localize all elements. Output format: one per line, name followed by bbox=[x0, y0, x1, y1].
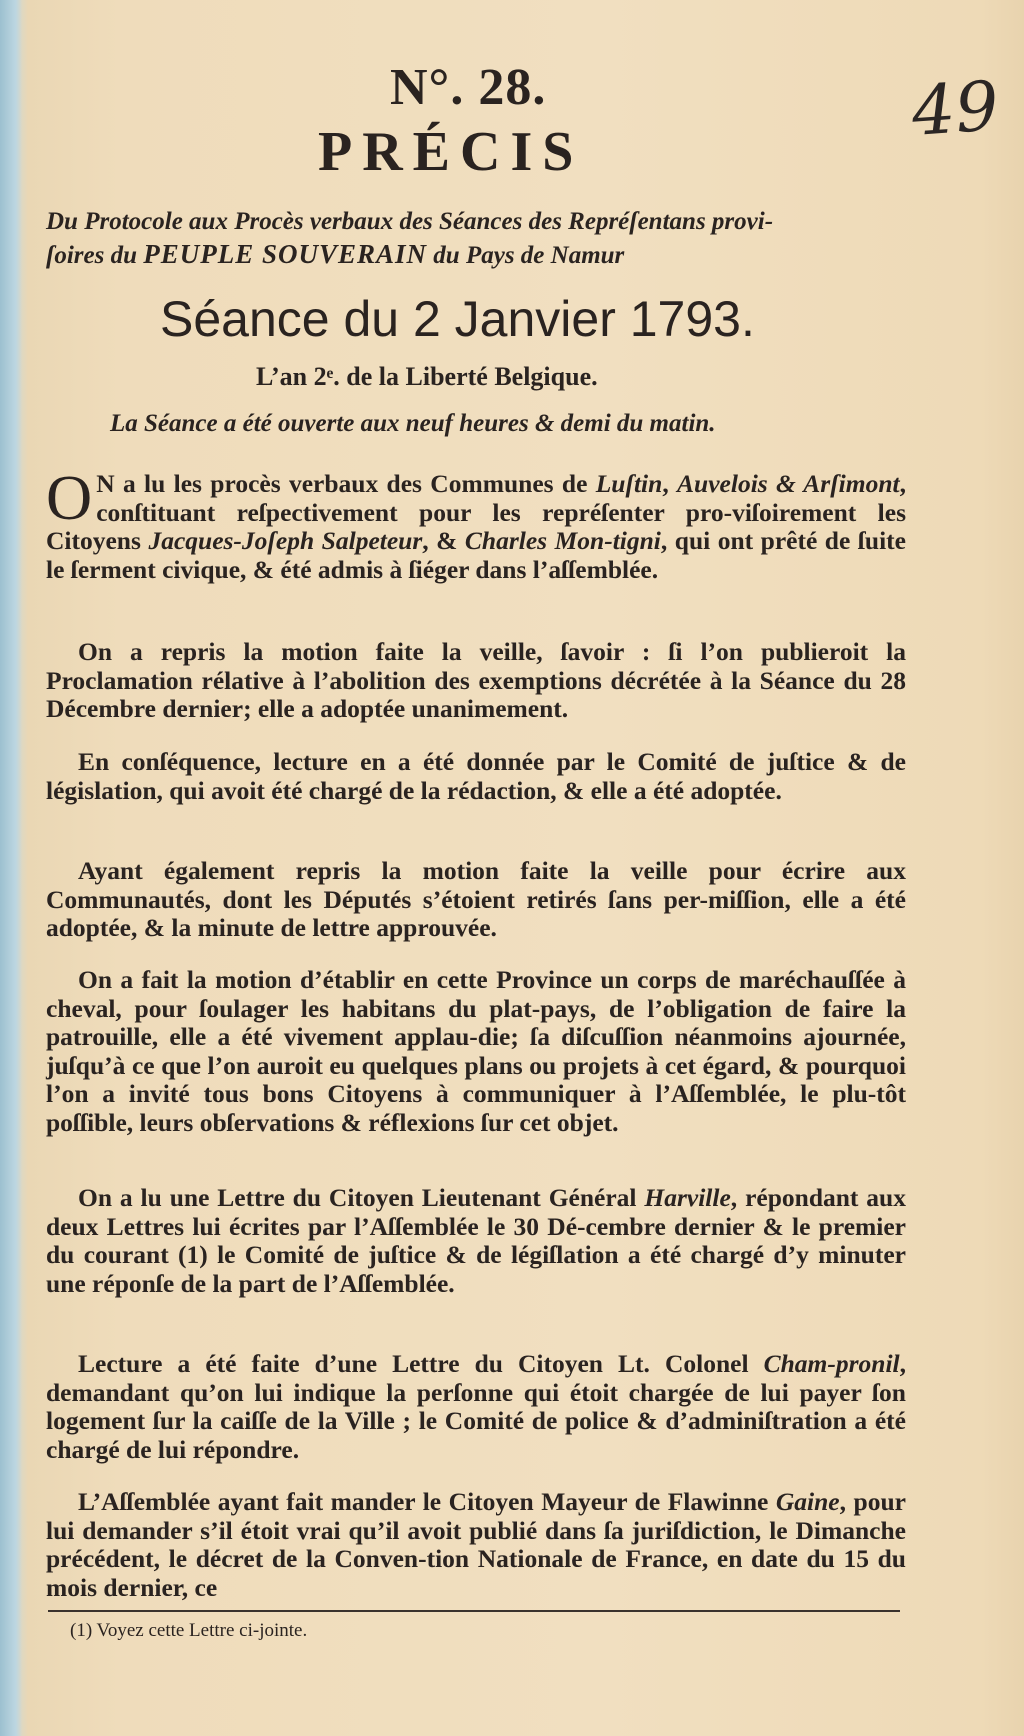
subtitle-caps: PEUPLE SOUVERAIN bbox=[143, 239, 428, 269]
p8-text-a: L’Aſſemblée ayant fait mander le Citoyen Mayeur de Flawinne bbox=[78, 1487, 776, 1516]
p1-auvelois: Auvelois & Arſimont bbox=[677, 469, 900, 498]
p1-text-a: N a lu les procès verbaux des Communes de bbox=[96, 469, 596, 498]
folio-handwritten: 49 bbox=[909, 67, 1002, 152]
drop-cap: O bbox=[46, 462, 93, 533]
document-subtitle bbox=[46, 206, 906, 272]
p1-jacques: Jacques-Joſeph Salpeteur bbox=[148, 526, 423, 556]
footnote: (1) Voyez cette Lettre ci-jointe. bbox=[70, 1620, 308, 1641]
session-opening: La Séance a été ouverte aux neuf heures & demi du matin. bbox=[110, 410, 716, 437]
p8-text-b: , pour lui demander s’il étoit vrai qu’il avoit publié dans ſa juriſdiction, le Dimanche précédent, le décret de la Conven-tion Nationale de France, en date du 15 du mois dernier, ce bbox=[46, 1487, 906, 1602]
p1-text-d: , & bbox=[422, 526, 465, 556]
footnote-rule bbox=[48, 1610, 900, 1612]
session-date: Séance du 2 Janvier 1793. bbox=[160, 291, 755, 347]
paragraph-6 bbox=[46, 1184, 906, 1298]
p8-name: Gaine bbox=[775, 1487, 840, 1516]
paragraph-2: On a repris la motion faite la veille, ſavoir : ſi l’on publieroit la Proclamation rélative à l’abolition des exemptions décrétée à la Séance du 28 Décembre dernier; elle a adoptée unanimement. bbox=[46, 637, 906, 724]
p7-text-a: Lecture a été faite d’une Lettre du Citoyen Lt. Colonel bbox=[78, 1349, 764, 1378]
paragraph-3: En conſéquence, lecture en a été donnée par le Comité de juſtice & de législation, qui avoit été chargé de la rédaction, & elle a été adoptée. bbox=[46, 747, 906, 805]
paragraph-8 bbox=[46, 1488, 906, 1602]
binding-edge bbox=[0, 0, 22, 1736]
subtitle-line-2a: ſoires du bbox=[46, 242, 144, 269]
paragraph-1 bbox=[46, 462, 906, 584]
document-heading: PRÉCIS bbox=[318, 121, 584, 183]
subtitle-line-2b: du Pays de Namur bbox=[427, 242, 625, 269]
p6-name: Harville bbox=[644, 1183, 731, 1212]
p1-charles: Charles Mon-tigni bbox=[464, 526, 661, 556]
p6-text-a: On a lu une Lettre du Citoyen Lieutenant Général bbox=[78, 1183, 645, 1212]
document-number: N°. 28. bbox=[390, 59, 547, 116]
liberty-year: L’an 2ᵉ. de la Liberté Belgique. bbox=[256, 362, 598, 391]
p7-text-b: , demandant qu’on lui indique la perſonne qui étoit chargée de lui payer ſon logement ſur la caiſſe de la Ville ; le Comité de police & d’adminiſtration a été chargé de lui répondre. bbox=[46, 1349, 906, 1464]
p1-text-e: , qui ont prêté de ſuite le ſerment civique, & été admis à ſiéger dans l’aſſemblée. bbox=[46, 526, 906, 584]
p1-text-b: , bbox=[662, 469, 678, 498]
paragraph-4: Ayant également repris la motion faite la veille pour écrire aux Communautés, dont les Députés s’étoient retirés ſans per-miſſion, elle a été adoptée, & la minute de lettre approuvée. bbox=[46, 856, 906, 943]
p1-luftin: Luſtin bbox=[595, 469, 663, 498]
paragraph-5: On a fait la motion d’établir en cette Province un corps de maréchauſſée à cheval, pour ſoulager les habitans du plat-pays, de l’obligation de faire la patrouille, elle a été vivement applau-die; ſa diſcuſſion néanmoins ajournée, juſqu’à ce que l’on auroit eu quelques plans ou projets à cet égard, & pourquoi l’on a invité tous bons Citoyens à communiquer à l’Aſſemblée, le plu-tôt poſſible, leurs obſervations & réflexions ſur cet objet. bbox=[46, 965, 906, 1137]
p1-text-c: , conſtituant reſpectivement pour les repréſenter pro-viſoirement les Citoyens bbox=[46, 469, 906, 556]
subtitle-line-1: Du Protocole aux Procès verbaux des Séances des Repréſentans provi- bbox=[46, 208, 774, 235]
p6-text-b: , répondant aux deux Lettres lui écrites par l’Aſſemblée le 30 Dé-cembre dernier & le premier du courant (1) le Comité de juſtice & de légiſlation a été chargé d’y minuter une réponſe de la part de l’Aſſemblée. bbox=[46, 1183, 906, 1298]
p7-name: Cham-pronil bbox=[763, 1349, 900, 1378]
paragraph-7 bbox=[46, 1350, 906, 1464]
